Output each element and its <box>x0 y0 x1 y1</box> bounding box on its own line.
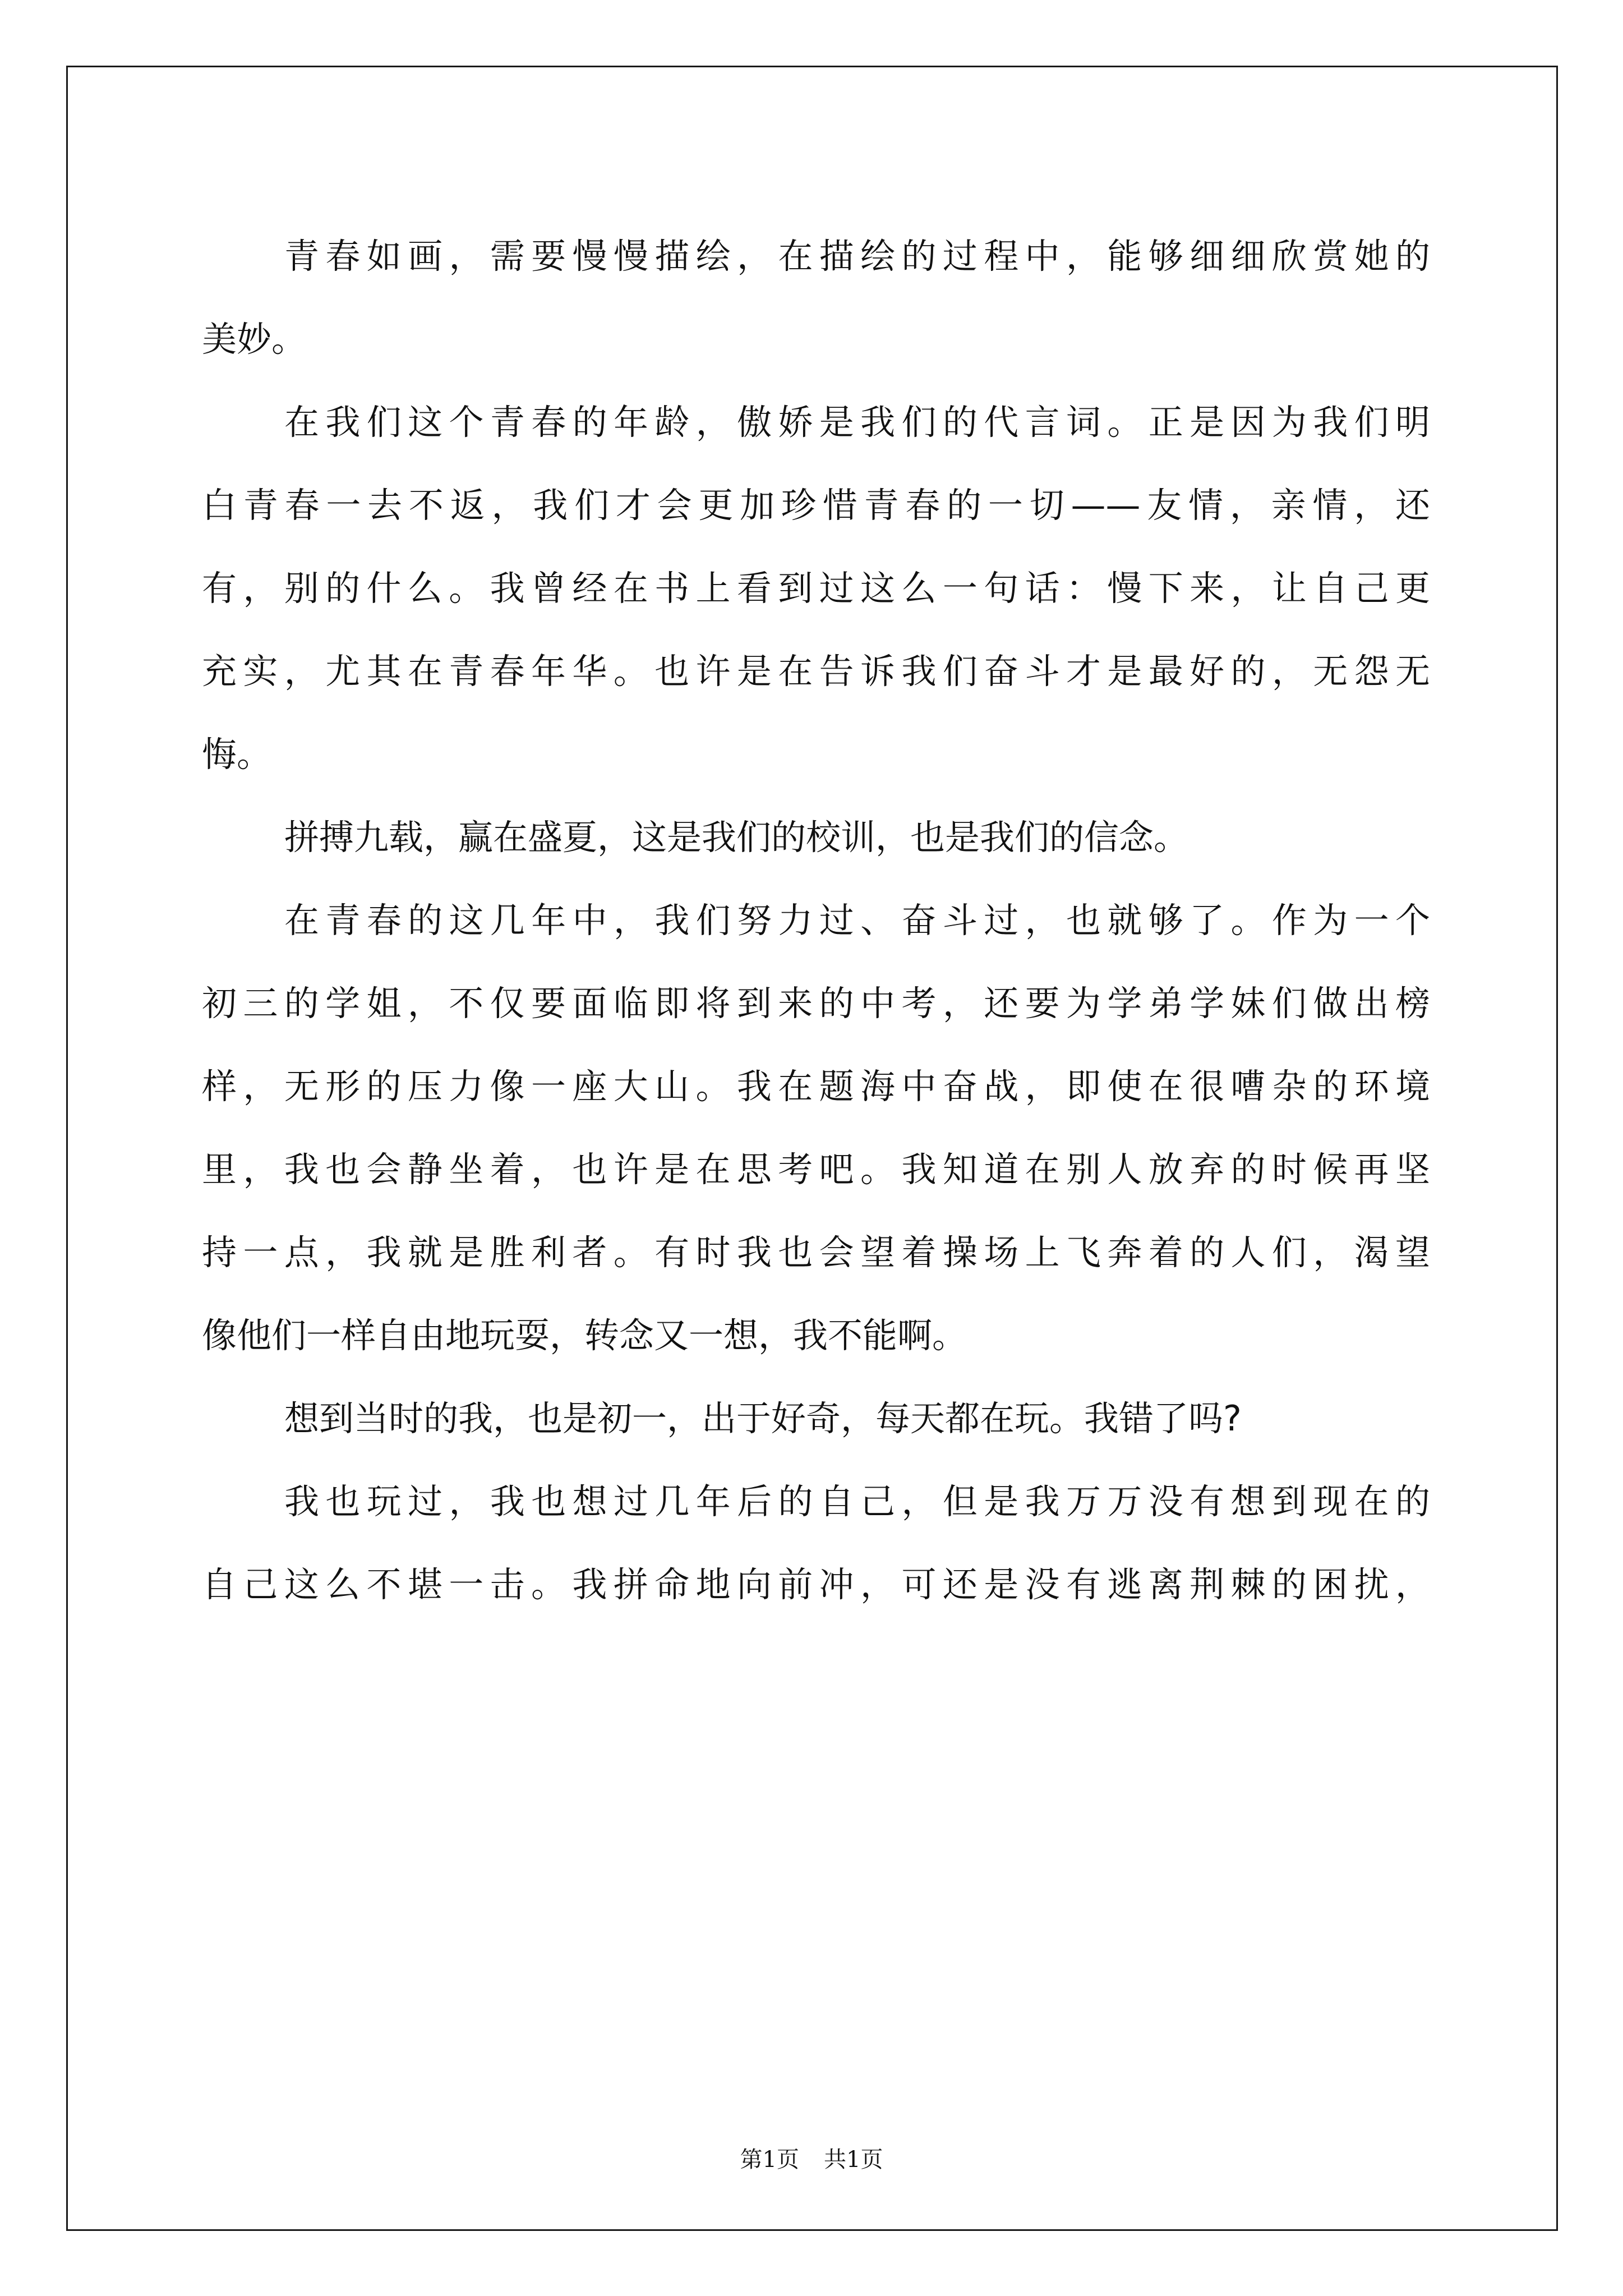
text-line: 像他们一样自由地玩耍，转念又一想，我不能啊。 <box>202 1315 967 1356</box>
text-line: 美妙。 <box>202 319 307 360</box>
text-line: 拼搏九载，赢在盛夏，这是我们的校训，也是我们的信念。 <box>284 817 1189 858</box>
text-line: 白青春一去不返，我们才会更加珍惜青春的一切——友情，亲情，还 <box>202 485 1430 526</box>
text-line: 想到当时的我，也是初一，出于好奇，每天都在玩。我错了吗? <box>284 1398 1242 1439</box>
text-line: 持一点，我就是胜利者。有时我也会望着操场上飞奔着的人们，渴望 <box>202 1232 1430 1273</box>
text-line: 里，我也会静坐着，也许是在思考吧。我知道在别人放弃的时候再坚 <box>202 1149 1430 1190</box>
text-line: 充实，尤其在青春年华。也许是在告诉我们奋斗才是最好的，无怨无 <box>202 651 1430 692</box>
page-total: 共1页 <box>824 2147 883 2173</box>
text-line: 青春如画，需要慢慢描绘，在描绘的过程中，能够细细欣赏她的 <box>284 236 1430 277</box>
text-line: 在我们这个青春的年龄，傲娇是我们的代言词。正是因为我们明 <box>284 402 1430 443</box>
text-line: 初三的学姐，不仅要面临即将到来的中考，还要为学弟学妹们做出榜 <box>202 983 1430 1024</box>
text-line: 我也玩过，我也想过几年后的自己，但是我万万没有想到现在的 <box>284 1481 1430 1522</box>
text-line: 样，无形的压力像一座大山。我在题海中奋战，即使在很嘈杂的环境 <box>202 1066 1430 1107</box>
page-footer <box>0 2142 1623 2174</box>
page-number: 第1页 <box>740 2147 799 2173</box>
text-line: 悔。 <box>202 734 272 775</box>
text-line: 有，别的什么。我曾经在书上看到过这么一句话：慢下来，让自己更 <box>202 568 1430 609</box>
text-line: 在青春的这几年中，我们努力过、奋斗过，也就够了。作为一个 <box>284 900 1430 941</box>
document-body <box>202 215 1430 1626</box>
text-line: 自己这么不堪一击。我拼命地向前冲，可还是没有逃离荆棘的困扰， <box>202 1564 1430 1605</box>
